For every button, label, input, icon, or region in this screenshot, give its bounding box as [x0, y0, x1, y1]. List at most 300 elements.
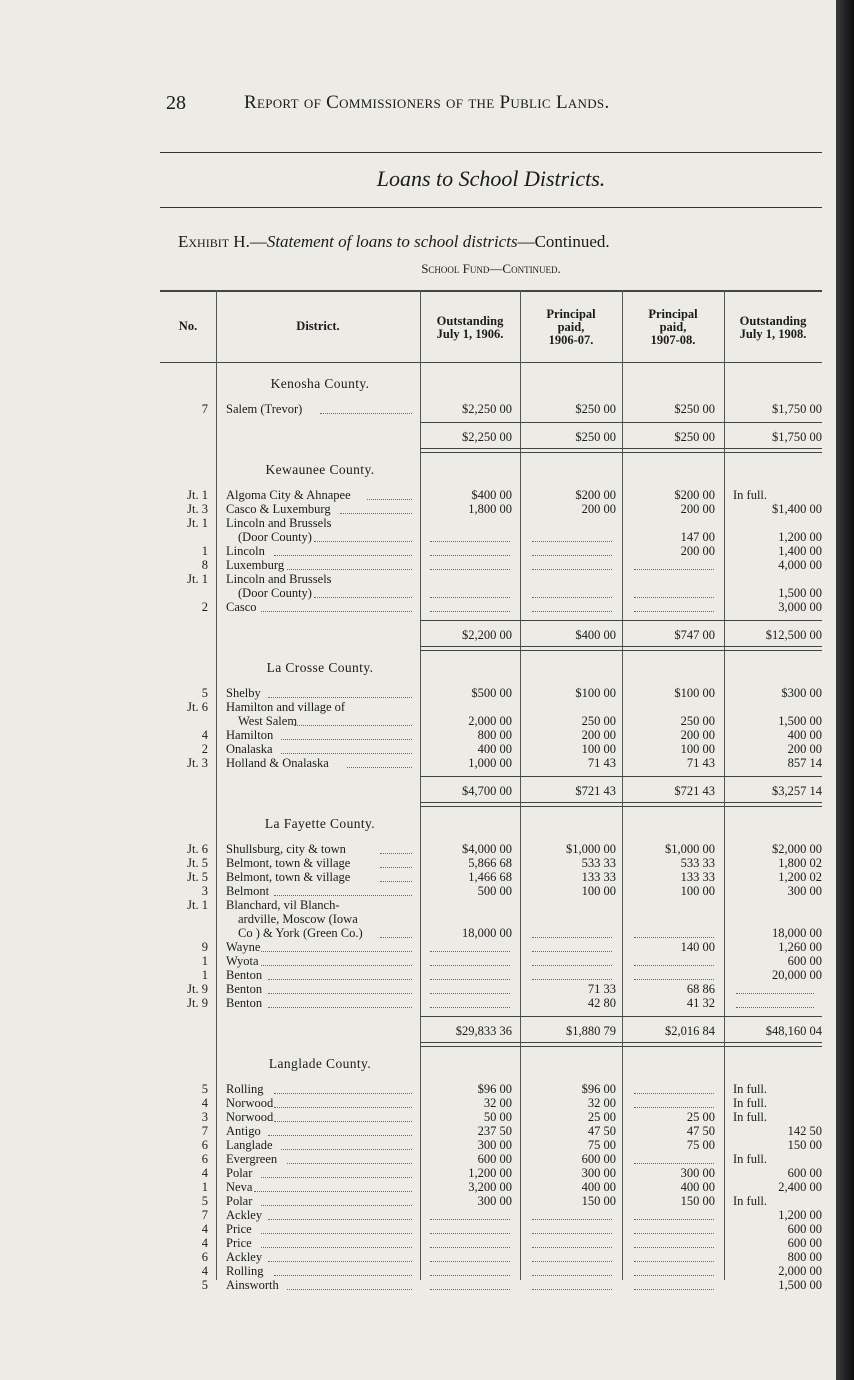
district-number: 8: [201, 558, 208, 572]
dot-leader: [294, 725, 412, 726]
dot-leader: [347, 767, 412, 768]
empty-cell-leader: [634, 1107, 714, 1108]
district-number: 5: [201, 686, 208, 700]
district-number: 1: [201, 544, 208, 558]
district-number: 6: [201, 1152, 208, 1166]
district-number: 7: [201, 1208, 208, 1222]
total-a: $2,200 00: [462, 628, 512, 642]
district-name: Algoma City & Ahnapee: [226, 488, 351, 502]
district-name: West Salem: [238, 714, 298, 728]
dot-leader: [281, 739, 412, 740]
page-number: 28: [166, 92, 186, 114]
amount-d: 2,000 00: [778, 1264, 822, 1278]
district-number: 4: [201, 1096, 208, 1110]
amount-a: 18,000 00: [462, 926, 512, 940]
district-number: 3: [201, 1110, 208, 1124]
column-header-no: No.: [178, 319, 198, 333]
empty-cell-leader: [634, 937, 714, 938]
amount-d: 1,500 00: [778, 714, 822, 728]
district-name: Salem (Trevor): [226, 402, 303, 416]
district-number: Jt. 1: [187, 898, 208, 912]
district-name: Polar: [226, 1166, 253, 1180]
empty-cell-leader: [430, 611, 510, 612]
dot-leader: [314, 541, 412, 542]
county-heading: Langlade County.: [268, 1056, 372, 1071]
amount-d: 800 00: [787, 1250, 822, 1264]
amount-b: $250 00: [575, 402, 616, 416]
amount-d: In full.: [733, 1110, 768, 1124]
district-number: Jt. 3: [187, 756, 208, 770]
district-number: Jt. 9: [187, 996, 208, 1010]
empty-cell-leader: [634, 979, 714, 980]
total-b: $721 43: [575, 784, 616, 798]
amount-d: $2,000 00: [772, 842, 822, 856]
subtotal-rule: [420, 776, 822, 777]
dot-leader: [261, 1233, 412, 1234]
amount-c: 68 86: [686, 982, 715, 996]
total-b: $250 00: [575, 430, 616, 444]
amount-c: 533 33: [680, 856, 715, 870]
total-double-rule: [420, 646, 822, 651]
header-rule: [160, 152, 822, 153]
empty-cell-leader: [430, 979, 510, 980]
column-header-line: 1906-07.: [548, 333, 594, 347]
column-header-line: paid,: [557, 320, 585, 334]
dot-leader: [274, 1093, 412, 1094]
column-header-paid-1906-07: [520, 308, 622, 347]
district-number: Jt. 9: [187, 982, 208, 996]
empty-cell-leader: [430, 965, 510, 966]
district-number: 2: [201, 742, 208, 756]
running-title: Report of Commissioners of the Public Lands.: [244, 92, 610, 113]
district-name: Ainsworth: [226, 1278, 279, 1292]
empty-cell-leader: [634, 1261, 714, 1262]
total-b: $400 00: [575, 628, 616, 642]
total-double-rule: [420, 802, 822, 807]
dot-leader: [268, 1261, 412, 1262]
district-name: Antigo: [226, 1124, 261, 1138]
district-number: 6: [201, 1138, 208, 1152]
amount-a: 300 00: [477, 1138, 512, 1152]
empty-cell-leader: [532, 611, 612, 612]
subtotal-rule: [420, 422, 822, 423]
empty-cell-leader: [634, 1093, 714, 1094]
total-c: $250 00: [674, 430, 715, 444]
amount-d: $300 00: [781, 686, 822, 700]
amount-b: 100 00: [581, 884, 616, 898]
dot-leader: [380, 881, 412, 882]
empty-cell-leader: [532, 1247, 612, 1248]
district-name: Holland & Onalaska: [226, 756, 329, 770]
dot-leader: [380, 937, 412, 938]
amount-c: $250 00: [674, 402, 715, 416]
total-a: $4,700 00: [462, 784, 512, 798]
district-name: (Door County): [238, 586, 312, 600]
empty-cell-leader: [532, 965, 612, 966]
amount-c: $100 00: [674, 686, 715, 700]
amount-c: 25 00: [686, 1110, 715, 1124]
amount-d: 600 00: [787, 1236, 822, 1250]
district-number: 4: [201, 1264, 208, 1278]
district-number: 9: [201, 940, 208, 954]
empty-cell-leader: [430, 1219, 510, 1220]
district-number: Jt. 1: [187, 488, 208, 502]
district-name: Belmont, town & village: [226, 856, 351, 870]
district-number: 1: [201, 968, 208, 982]
district-number: 7: [201, 1124, 208, 1138]
amount-d: 400 00: [787, 728, 822, 742]
empty-cell-leader: [430, 541, 510, 542]
total-c: $747 00: [674, 628, 715, 642]
column-header-line: Outstanding: [739, 314, 807, 328]
amount-d: 4,000 00: [778, 558, 822, 572]
amount-c: 300 00: [680, 1166, 715, 1180]
amount-a: $400 00: [471, 488, 512, 502]
amount-d: 857 14: [787, 756, 822, 770]
header-bottom-rule: [160, 362, 822, 363]
amount-b: 71 43: [587, 756, 616, 770]
district-name: Benton: [226, 996, 263, 1010]
empty-cell-leader: [532, 937, 612, 938]
empty-cell-leader: [430, 1007, 510, 1008]
district-name: Casco: [226, 600, 257, 614]
district-name: Hamilton and village of: [226, 700, 346, 714]
district-name: Belmont: [226, 884, 270, 898]
amount-b: 200 00: [581, 502, 616, 516]
empty-cell-leader: [430, 1233, 510, 1234]
amount-d: 1,800 02: [778, 856, 822, 870]
subtotal-rule: [420, 620, 822, 621]
amount-d: 600 00: [787, 954, 822, 968]
empty-cell-leader: [634, 1275, 714, 1276]
amount-a: 1,000 00: [468, 756, 512, 770]
dot-leader: [261, 1205, 412, 1206]
amount-d: 1,200 00: [778, 1208, 822, 1222]
district-name: Lincoln and Brussels: [226, 516, 332, 530]
amount-d: 142 50: [787, 1124, 822, 1138]
amount-d: 200 00: [787, 742, 822, 756]
empty-cell-leader: [736, 1007, 814, 1008]
amount-b: 250 00: [581, 714, 616, 728]
amount-b: 42 80: [587, 996, 616, 1010]
amount-a: 50 00: [483, 1110, 512, 1124]
empty-cell-leader: [430, 993, 510, 994]
dot-leader: [314, 597, 412, 598]
dot-leader: [274, 895, 412, 896]
amount-d: 1,200 02: [778, 870, 822, 884]
column-header-outstanding-1906: [420, 315, 520, 341]
empty-cell-leader: [430, 1275, 510, 1276]
amount-d: 1,400 00: [778, 544, 822, 558]
dot-leader: [380, 867, 412, 868]
amount-b: $1,000 00: [566, 842, 616, 856]
empty-cell-leader: [430, 1261, 510, 1262]
county-heading: Kenosha County.: [270, 376, 370, 391]
empty-cell-leader: [634, 597, 714, 598]
amount-b: 600 00: [581, 1152, 616, 1166]
district-number: 1: [201, 1180, 208, 1194]
amount-d: 20,000 00: [772, 968, 822, 982]
empty-cell-leader: [532, 1233, 612, 1234]
empty-cell-leader: [430, 951, 510, 952]
district-name: Rolling: [226, 1264, 264, 1278]
amount-b: 100 00: [581, 742, 616, 756]
subtotal-rule: [420, 1016, 822, 1017]
amount-a: 1,200 00: [468, 1166, 512, 1180]
district-name: Price: [226, 1222, 252, 1236]
district-name: Ackley: [226, 1208, 263, 1222]
dot-leader: [287, 1289, 412, 1290]
district-number: 4: [201, 1222, 208, 1236]
amount-a: 5,866 68: [468, 856, 512, 870]
empty-cell-leader: [532, 541, 612, 542]
dot-leader: [340, 513, 412, 514]
amount-b: 533 33: [581, 856, 616, 870]
amount-b: 133 33: [581, 870, 616, 884]
district-number: 3: [201, 884, 208, 898]
district-number: 4: [201, 1166, 208, 1180]
total-double-rule: [420, 448, 822, 453]
amount-d: In full.: [733, 488, 768, 502]
amount-a: 300 00: [477, 1194, 512, 1208]
amount-c: 147 00: [680, 530, 715, 544]
amount-b: 150 00: [581, 1194, 616, 1208]
district-name: (Door County): [238, 530, 312, 544]
empty-cell-leader: [634, 1289, 714, 1290]
amount-a: $4,000 00: [462, 842, 512, 856]
column-header-line: 1907-08.: [650, 333, 696, 347]
amount-b: 400 00: [581, 1180, 616, 1194]
amount-c: $1,000 00: [665, 842, 715, 856]
amount-b: 75 00: [587, 1138, 616, 1152]
dot-leader: [268, 697, 412, 698]
dot-leader: [268, 1007, 412, 1008]
column-header-line: Principal: [546, 307, 596, 321]
dot-leader: [261, 965, 412, 966]
district-name: Lincoln: [226, 544, 265, 558]
page-header: [166, 92, 786, 120]
district-number: Jt. 5: [187, 856, 208, 870]
district-name: Langlade: [226, 1138, 273, 1152]
amount-d: In full.: [733, 1152, 768, 1166]
district-number: 6: [201, 1250, 208, 1264]
total-a: $2,250 00: [462, 430, 512, 444]
dot-leader: [367, 499, 412, 500]
empty-cell-leader: [532, 951, 612, 952]
column-header-line: Principal: [648, 307, 698, 321]
amount-a: 237 50: [477, 1124, 512, 1138]
district-number: Jt. 1: [187, 516, 208, 530]
amount-d: In full.: [733, 1096, 768, 1110]
amount-d: 300 00: [787, 884, 822, 898]
dot-leader: [254, 1191, 412, 1192]
amount-c: 41 32: [686, 996, 715, 1010]
amount-c: 200 00: [680, 544, 715, 558]
empty-cell-leader: [634, 1219, 714, 1220]
district-number: Jt. 3: [187, 502, 208, 516]
section-title: Loans to School Districts.: [376, 166, 606, 191]
dot-leader: [320, 413, 412, 414]
county-heading: Kewaunee County.: [265, 462, 375, 477]
amount-c: $200 00: [674, 488, 715, 502]
amount-c: 100 00: [680, 884, 715, 898]
column-rule: [520, 290, 521, 1280]
amount-c: 400 00: [680, 1180, 715, 1194]
fund-label: School Fund—Continued.: [421, 261, 561, 276]
dot-leader: [268, 1219, 412, 1220]
empty-cell-leader: [430, 1289, 510, 1290]
empty-cell-leader: [634, 569, 714, 570]
empty-cell-leader: [532, 1289, 612, 1290]
district-name: Neva: [226, 1180, 253, 1194]
total-d: $1,750 00: [772, 430, 822, 444]
dot-leader: [380, 853, 412, 854]
amount-b: $96 00: [581, 1082, 616, 1096]
column-header-line: Outstanding: [436, 314, 504, 328]
exhibit-suffix: —Continued.: [517, 232, 610, 251]
dot-leader: [261, 1177, 412, 1178]
amount-b: $200 00: [575, 488, 616, 502]
district-number: Jt. 6: [187, 842, 208, 856]
county-heading: La Fayette County.: [264, 816, 376, 831]
empty-cell-leader: [532, 555, 612, 556]
empty-cell-leader: [430, 569, 510, 570]
amount-a: $500 00: [471, 686, 512, 700]
district-number: Jt. 5: [187, 870, 208, 884]
district-name: Price: [226, 1236, 252, 1250]
total-d: $12,500 00: [765, 628, 822, 642]
district-number: 7: [201, 402, 208, 416]
empty-cell-leader: [736, 993, 814, 994]
empty-cell-leader: [634, 1163, 714, 1164]
amount-b: 71 33: [587, 982, 616, 996]
empty-cell-leader: [532, 1219, 612, 1220]
district-number: 4: [201, 728, 208, 742]
district-name: Benton: [226, 968, 263, 982]
dot-leader: [274, 1275, 412, 1276]
amount-c: 71 43: [686, 756, 715, 770]
loans-table: [160, 290, 822, 1290]
section-rule: [160, 207, 822, 208]
amount-d: 3,000 00: [778, 600, 822, 614]
empty-cell-leader: [634, 611, 714, 612]
amount-c: 250 00: [680, 714, 715, 728]
dot-leader: [261, 1247, 412, 1248]
district-name: Blanchard, vil Blanch-: [226, 898, 340, 912]
dot-leader: [287, 1163, 412, 1164]
amount-d: 2,400 00: [778, 1180, 822, 1194]
dot-leader: [274, 1107, 412, 1108]
empty-cell-leader: [634, 965, 714, 966]
amount-d: 600 00: [787, 1166, 822, 1180]
district-name: Norwood: [226, 1110, 274, 1124]
amount-d: $1,400 00: [772, 502, 822, 516]
total-double-rule: [420, 1042, 822, 1047]
district-number: 5: [201, 1278, 208, 1292]
empty-cell-leader: [430, 597, 510, 598]
amount-c: 75 00: [686, 1138, 715, 1152]
amount-d: 1,500 00: [778, 586, 822, 600]
empty-cell-leader: [532, 1275, 612, 1276]
district-number: 5: [201, 1194, 208, 1208]
district-number: Jt. 1: [187, 572, 208, 586]
dot-leader: [261, 951, 412, 952]
total-c: $2,016 84: [665, 1024, 715, 1038]
district-name: Norwood: [226, 1096, 274, 1110]
exhibit-heading: [178, 232, 818, 252]
amount-a: 3,200 00: [468, 1180, 512, 1194]
dot-leader: [274, 1121, 412, 1122]
total-d: $48,160 04: [765, 1024, 822, 1038]
empty-cell-leader: [634, 1233, 714, 1234]
amount-a: 2,000 00: [468, 714, 512, 728]
district-name: Benton: [226, 982, 263, 996]
column-header-line: July 1, 1906.: [436, 327, 504, 341]
district-name: Polar: [226, 1194, 253, 1208]
district-number: 4: [201, 1236, 208, 1250]
amount-d: $1,750 00: [772, 402, 822, 416]
amount-c: 100 00: [680, 742, 715, 756]
exhibit-label: Exhibit H.—: [178, 232, 267, 251]
total-d: $3,257 14: [772, 784, 822, 798]
dot-leader: [287, 569, 412, 570]
district-name: Shelby: [226, 686, 261, 700]
column-header-outstanding-1908: [724, 315, 822, 341]
empty-cell-leader: [430, 1247, 510, 1248]
amount-d: 1,260 00: [778, 940, 822, 954]
district-name: Casco & Luxemburg: [226, 502, 331, 516]
table-top-rule: [160, 290, 822, 292]
amount-a: 500 00: [477, 884, 512, 898]
dot-leader: [268, 1135, 412, 1136]
amount-b: $100 00: [575, 686, 616, 700]
page-edge-shadow: [836, 0, 854, 1380]
empty-cell-leader: [532, 1261, 612, 1262]
district-name: ardville, Moscow (Iowa: [238, 912, 358, 926]
empty-cell-leader: [532, 597, 612, 598]
amount-c: 133 33: [680, 870, 715, 884]
district-number: Jt. 6: [187, 700, 208, 714]
amount-a: 32 00: [483, 1096, 512, 1110]
amount-d: In full.: [733, 1194, 768, 1208]
county-heading: La Crosse County.: [266, 660, 374, 675]
exhibit-title: Statement of loans to school districts: [266, 232, 518, 251]
amount-b: 47 50: [587, 1124, 616, 1138]
amount-c: 47 50: [686, 1124, 715, 1138]
amount-a: 800 00: [477, 728, 512, 742]
district-name: Wayne: [226, 940, 261, 954]
amount-c: 200 00: [680, 728, 715, 742]
amount-d: 150 00: [787, 1138, 822, 1152]
dot-leader: [268, 979, 412, 980]
empty-cell-leader: [532, 979, 612, 980]
district-number: 5: [201, 1082, 208, 1096]
amount-d: 1,500 00: [778, 1278, 822, 1292]
district-name: Luxemburg: [226, 558, 285, 572]
district-name: Ackley: [226, 1250, 263, 1264]
amount-c: 150 00: [680, 1194, 715, 1208]
total-a: $29,833 36: [455, 1024, 512, 1038]
dot-leader: [274, 555, 412, 556]
amount-c: 200 00: [680, 502, 715, 516]
district-name: Lincoln and Brussels: [226, 572, 332, 586]
amount-b: 25 00: [587, 1110, 616, 1124]
amount-a: $2,250 00: [462, 402, 512, 416]
amount-b: 300 00: [581, 1166, 616, 1180]
district-name: Wyota: [226, 954, 259, 968]
amount-c: 140 00: [680, 940, 715, 954]
amount-d: 600 00: [787, 1222, 822, 1236]
